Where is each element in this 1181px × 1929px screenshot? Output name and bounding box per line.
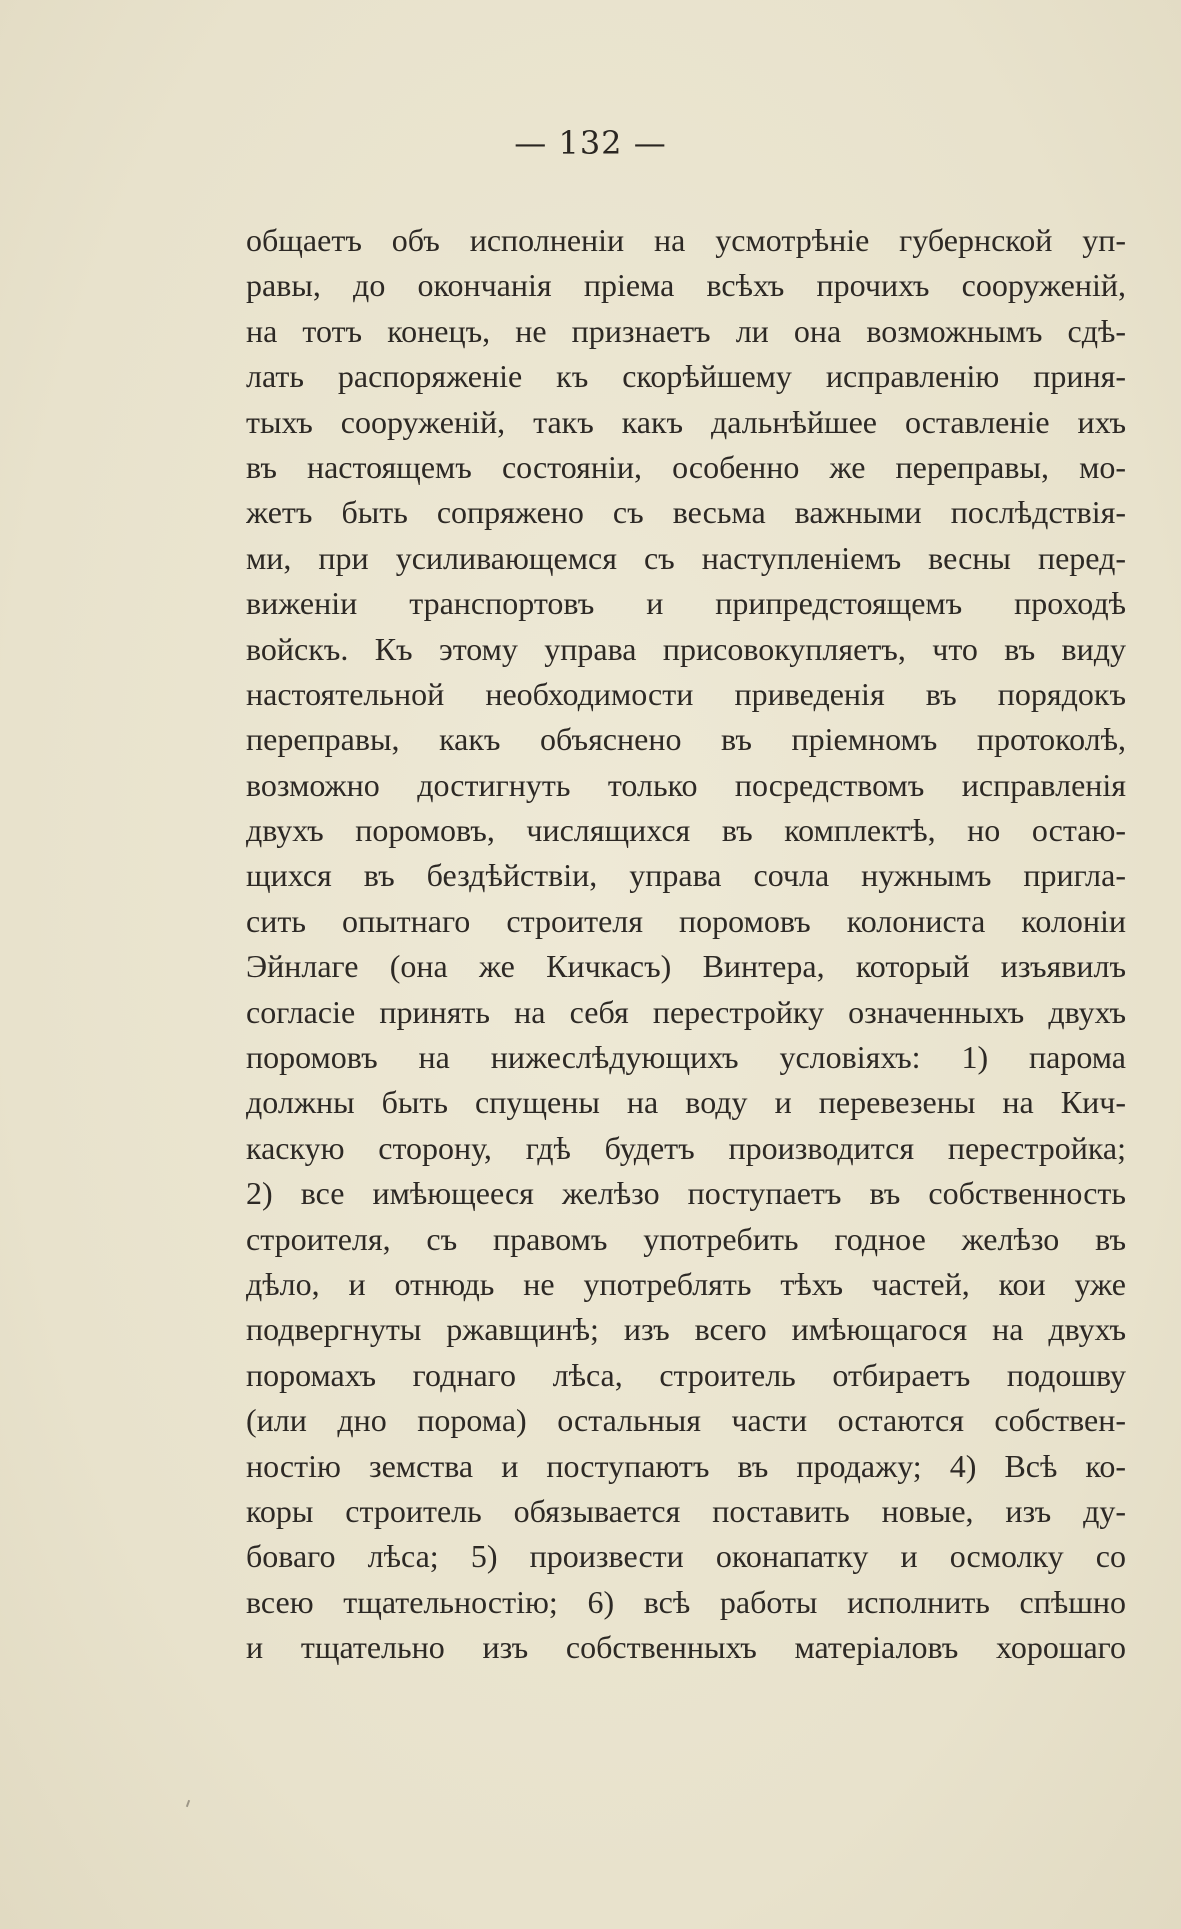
text-line: жетъ быть сопряжено съ весьма важными послѣдствія-: [246, 494, 1126, 531]
text-line: строителя, съ правомъ употребить годное желѣзо въ: [246, 1220, 1126, 1257]
text-line: въ настоящемъ состояніи, особенно же переправы, мо-: [246, 448, 1126, 485]
text-line: подвергнуты ржавщинѣ; изъ всего имѣющагося на двухъ: [246, 1311, 1126, 1348]
text-line: всею тщательностію; 6) всѣ работы исполнить спѣшно: [246, 1583, 1126, 1620]
text-line: поромахъ годнаго лѣса, строитель отбираетъ подошву: [246, 1356, 1126, 1393]
text-line: 2) все имѣющееся желѣзо поступаетъ въ собственность: [246, 1175, 1126, 1212]
text-line: на тотъ конецъ, не признаетъ ли она возможнымъ сдѣ-: [246, 312, 1126, 349]
text-line: щихся въ бездѣйствіи, управа сочла нужнымъ пригла-: [246, 857, 1126, 894]
body-text: [246, 218, 1126, 1671]
text-line: тыхъ сооруженій, такъ какъ дальнѣйшее оставленіе ихъ: [246, 403, 1126, 440]
text-line: дѣло, и отнюдь не употреблять тѣхъ частей, кои уже: [246, 1265, 1126, 1302]
text-line: должны быть спущены на воду и перевезены на Кич-: [246, 1084, 1126, 1121]
text-line: (или дно порома) остальныя части остаются собствен-: [246, 1402, 1126, 1439]
text-line: поромовъ на нижеслѣдующихъ условіяхъ: 1) парома: [246, 1039, 1126, 1076]
text-line: каскую сторону, гдѣ будетъ производится перестройка;: [246, 1129, 1126, 1166]
text-line: Эйнлаге (она же Кичкасъ) Винтера, который изъявилъ: [246, 948, 1126, 985]
text-line: возможно достигнуть только посредствомъ исправленія: [246, 766, 1126, 803]
text-line: сить опытнаго строителя поромовъ колониста колоніи: [246, 902, 1126, 939]
text-line: переправы, какъ объяснено въ пріемномъ протоколѣ,: [246, 721, 1126, 758]
text-line: лать распоряженіе къ скорѣйшему исправленію приня-: [246, 358, 1126, 395]
text-line: настоятельной необходимости приведенія въ порядокъ: [246, 675, 1126, 712]
text-line: войскъ. Къ этому управа присовокупляетъ, что въ виду: [246, 630, 1126, 667]
paper-speck: [186, 1800, 190, 1807]
text-line: виженіи транспортовъ и припредстоящемъ проходѣ: [246, 585, 1126, 622]
text-line: общаетъ объ исполненіи на усмотрѣніе губернской уп-: [246, 222, 1126, 258]
text-line: и тщательно изъ собственныхъ матеріаловъ хорошаго: [246, 1629, 1126, 1666]
text-line: двухъ поромовъ, числящихся въ комплектѣ, но остаю-: [246, 812, 1126, 849]
text-line: согласіе принять на себя перестройку означенныхъ двухъ: [246, 993, 1126, 1030]
text-line: ми, при усиливающемся съ наступленіемъ весны перед-: [246, 539, 1126, 576]
text-line: боваго лѣса; 5) произвести оконапатку и осмолку со: [246, 1538, 1126, 1575]
text-line: коры строитель обязывается поставить новые, изъ ду-: [246, 1492, 1126, 1529]
page-number: — 132 —: [514, 124, 667, 162]
text-line: ностію земства и поступаютъ въ продажу; 4) Всѣ ко-: [246, 1447, 1126, 1484]
text-line: равы, до окончанія пріема всѣхъ прочихъ сооруженій,: [246, 267, 1126, 304]
